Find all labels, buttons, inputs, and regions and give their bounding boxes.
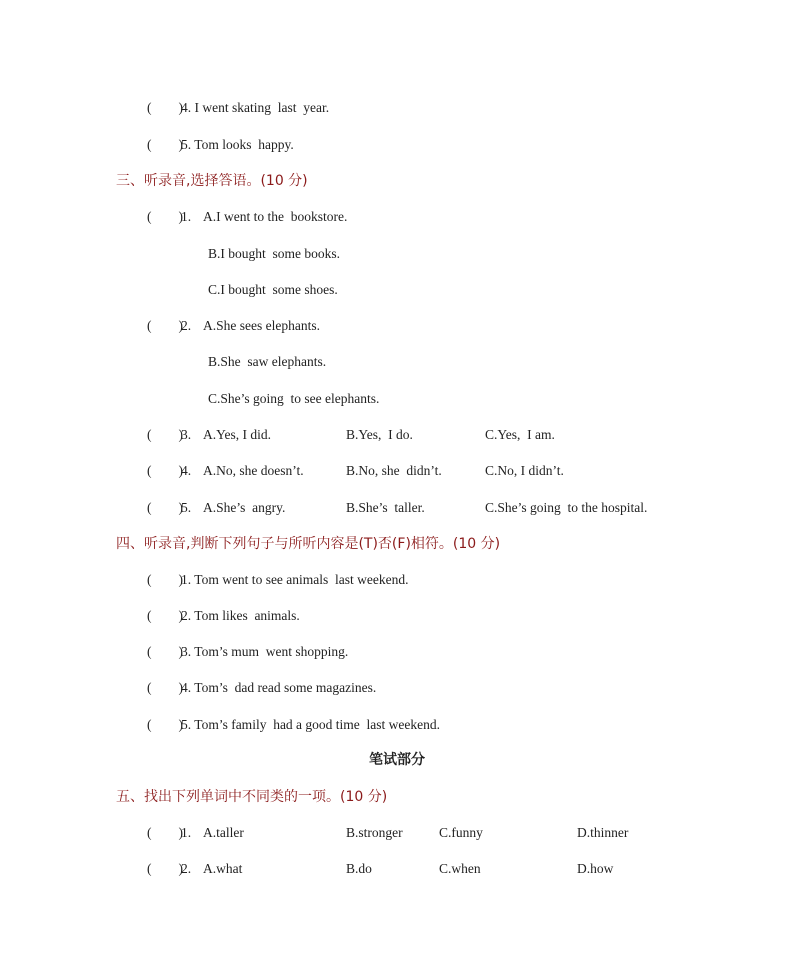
question-number: 4. xyxy=(181,680,192,695)
answer-blank[interactable]: ( ) xyxy=(147,209,183,224)
question-number: 5. xyxy=(181,137,192,152)
option-a: A.what xyxy=(203,861,243,876)
answer-blank[interactable]: ( ) xyxy=(147,680,183,695)
option-c: C.No, I didn’t. xyxy=(485,463,564,478)
option-c: C.funny xyxy=(439,825,483,840)
option-b: B.No, she didn’t. xyxy=(346,463,442,478)
option-c: C.I bought some shoes. xyxy=(208,282,338,297)
question-number: 2. xyxy=(181,608,192,623)
question-text: I went skating last year. xyxy=(194,100,330,115)
question-text: Tom’s mum went shopping. xyxy=(194,644,349,659)
option-a: A.She sees elephants. xyxy=(203,318,320,333)
answer-blank[interactable]: ( ) xyxy=(147,100,183,115)
option-b: B.stronger xyxy=(346,825,403,840)
option-b: B.She’s taller. xyxy=(346,500,425,515)
option-a: A.She’s angry. xyxy=(203,500,286,515)
answer-blank[interactable]: ( ) xyxy=(147,825,183,840)
question-text: Tom went to see animals last weekend. xyxy=(194,572,409,587)
option-a: A.I went to the bookstore. xyxy=(203,209,348,224)
option-b: B.do xyxy=(346,861,372,876)
answer-blank[interactable]: ( ) xyxy=(147,318,183,333)
option-d: D.thinner xyxy=(577,825,629,840)
question-number: 5. xyxy=(181,717,192,732)
answer-blank[interactable]: ( ) xyxy=(147,463,183,478)
answer-blank[interactable]: ( ) xyxy=(147,608,183,623)
question-text: Tom looks happy. xyxy=(194,137,294,152)
answer-blank[interactable]: ( ) xyxy=(147,717,183,732)
option-d: D.how xyxy=(577,861,614,876)
answer-blank[interactable]: ( ) xyxy=(147,861,183,876)
answer-blank[interactable]: ( ) xyxy=(147,500,183,515)
option-a: A.Yes, I did. xyxy=(203,427,272,442)
question-text: Tom’s dad read some magazines. xyxy=(194,680,377,695)
option-c: C.She’s going to the hospital. xyxy=(485,500,648,515)
section-3-heading: 三、听录音,选择答语。(10 分) xyxy=(116,173,308,189)
question-number: 3. xyxy=(181,644,192,659)
answer-blank[interactable]: ( ) xyxy=(147,427,183,442)
option-a: A.No, she doesn’t. xyxy=(203,463,304,478)
answer-blank[interactable]: ( ) xyxy=(147,644,183,659)
option-b: B.She saw elephants. xyxy=(208,354,327,369)
option-b: B.Yes, I do. xyxy=(346,427,413,442)
written-part-title: 笔试部分 xyxy=(369,752,425,768)
option-c: C.Yes, I am. xyxy=(485,427,555,442)
option-c: C.She’s going to see elephants. xyxy=(208,391,380,406)
option-c: C.when xyxy=(439,861,481,876)
section-5-heading: 五、找出下列单词中不同类的一项。(10 分) xyxy=(116,789,388,805)
question-number: 1. xyxy=(181,572,192,587)
question-number: 4. xyxy=(181,100,192,115)
option-a: A.taller xyxy=(203,825,244,840)
question-text: Tom likes animals. xyxy=(194,608,300,623)
answer-blank[interactable]: ( ) xyxy=(147,572,183,587)
section-4-heading: 四、听录音,判断下列句子与所听内容是(T)否(F)相符。(10 分) xyxy=(116,536,501,552)
option-b: B.I bought some books. xyxy=(208,246,341,261)
answer-blank[interactable]: ( ) xyxy=(147,137,183,152)
question-text: Tom’s family had a good time last weekend. xyxy=(194,717,441,732)
